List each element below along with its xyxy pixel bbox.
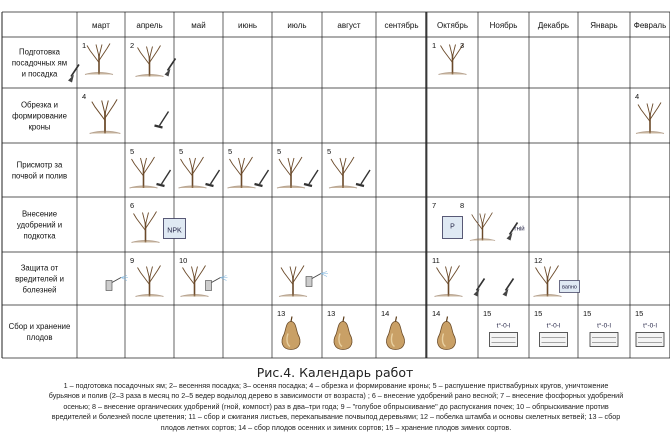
- storage-box-icon: [540, 333, 568, 347]
- row-label: и посадка: [21, 69, 58, 79]
- month-headers: [92, 21, 666, 30]
- storage-temp-label: t°-0-l: [643, 322, 657, 330]
- row-label: Внесение: [21, 209, 58, 219]
- month-header: Октябрь: [436, 21, 469, 30]
- month-header: апрель: [136, 21, 163, 30]
- tree-icon: [136, 266, 164, 297]
- row-label: кроны: [28, 122, 51, 132]
- storage-box-icon: [590, 333, 618, 347]
- pear-icon: [282, 317, 300, 350]
- row-label: Сбор и хранение: [8, 322, 71, 331]
- hoe-icon: [356, 170, 370, 186]
- legend-line: бурьянов и полив (2–3 раза в месяц по 2–5 ведер водылод дерево в зависимости от возраста) ; 6 – внесение удобрений рано весной; 7 – внесение фосфорных удобрений: [48, 391, 624, 401]
- row-label: болезней: [22, 285, 57, 295]
- tree-icon: [277, 157, 305, 188]
- pear-icon: [334, 317, 352, 350]
- tree-icon: [534, 266, 562, 297]
- storage-temp-label: t°-0-l: [597, 322, 611, 330]
- storage-temp-label: t°-0-l: [546, 322, 561, 330]
- tree-icon: [179, 157, 207, 188]
- month-header: сентябрь: [384, 21, 419, 30]
- storage-temp-label: t°-0-l: [496, 322, 511, 330]
- cell-number-marker: 15: [635, 309, 644, 318]
- row-label: формирование: [12, 111, 67, 121]
- tree-icon: [132, 212, 160, 243]
- cell-number-marker: 12: [534, 256, 543, 265]
- legend-line: 1 – подготовка посадочных ям; 2– весенняя посадка; 3– осеняя посадка; 4 – обрезка и формирование кроны; 5 – распушение приствабурных кругов, уничтожение: [63, 381, 609, 390]
- month-header: июль: [287, 21, 307, 30]
- cell-number-marker: 13: [277, 309, 286, 318]
- cell-number-marker: 4: [82, 92, 87, 101]
- sprayer-icon: [306, 272, 328, 287]
- month-header: Декабрь: [537, 21, 570, 30]
- row-label: посадочных ям: [11, 58, 68, 68]
- month-header: июнь: [237, 21, 258, 30]
- tree-icon: [181, 266, 209, 297]
- tree-icon: [130, 157, 158, 188]
- hoe-icon: [304, 170, 318, 186]
- row-label: Защита от: [20, 263, 59, 273]
- month-header: май: [191, 21, 206, 30]
- figure-caption: Рис.4. Календарь работ: [256, 365, 414, 380]
- npk-label: NPK: [167, 227, 182, 235]
- cell-number-marker: 14: [432, 309, 441, 318]
- cell-number-marker: 1: [82, 41, 87, 50]
- tree-icon: [279, 266, 307, 297]
- cell-number-marker: 9: [130, 256, 135, 265]
- pear-icon: [438, 317, 456, 350]
- hoe-icon: [206, 170, 220, 186]
- cell-number-marker: 5: [228, 147, 233, 156]
- storage-box-icon: [636, 333, 664, 347]
- row-label: плодов: [26, 333, 53, 342]
- row-label: Обрезка и: [20, 100, 59, 110]
- cell-number-marker: 1: [432, 41, 437, 50]
- cell-drawings: [68, 44, 664, 350]
- cell-number-marker: 2: [130, 41, 135, 50]
- tree-icon: [435, 266, 463, 297]
- month-header: Ноябрь: [489, 21, 518, 30]
- row-label: почвой и полив: [11, 171, 68, 181]
- tree-icon: [636, 103, 664, 134]
- tree-icon: [329, 157, 357, 188]
- cell-number-marker: 5: [327, 147, 332, 156]
- cell-number-marker: 5: [130, 147, 135, 156]
- row-label: вредителей и: [15, 274, 64, 284]
- row-label: Подготовка: [18, 47, 61, 57]
- tree-icon: [90, 99, 121, 133]
- pear-icon: [387, 317, 405, 350]
- tree-icon: [228, 157, 256, 188]
- p-label: P: [450, 223, 455, 231]
- month-header: Январь: [590, 21, 618, 30]
- row-label: Присмотр за: [16, 160, 63, 170]
- cell-number-marker: 5: [277, 147, 282, 156]
- cell-number-marker: 5: [179, 147, 184, 156]
- cell-number-marker: 15: [583, 309, 592, 318]
- row-labels: [9, 48, 71, 343]
- legend-line: вредителей и болезней после цветения; 11 – сбор и сжигания листьев, перекапывание почвыпод деревьями; 12 – побелка штамба и основы скелетных ветвей; 13 – сбор: [51, 412, 621, 422]
- month-header: Февраль: [633, 21, 667, 30]
- month-header: август: [337, 21, 361, 30]
- legend: [10, 381, 662, 433]
- cell-number-marker: 13: [327, 309, 336, 318]
- young-tree-icon: [85, 44, 113, 75]
- hoe-icon: [157, 170, 171, 186]
- sprayer-icon: [206, 276, 228, 291]
- cell-number-marker: 15: [483, 309, 492, 318]
- grid-lines: [2, 12, 670, 358]
- cell-number-marker: 4: [635, 92, 640, 101]
- cell-number-marker: 3: [460, 41, 465, 50]
- month-header: март: [92, 21, 110, 30]
- cell-number-marker: 15: [534, 309, 543, 318]
- hoe-icon: [255, 170, 269, 186]
- storage-box-icon: [490, 333, 518, 347]
- cell-number-marker: 6: [130, 201, 135, 210]
- cell-number-marker: 7: [432, 201, 437, 210]
- cell-number-marker: 14: [381, 309, 390, 318]
- cell-number-marker: 10: [179, 256, 188, 265]
- lime-label: вапно: [562, 284, 577, 291]
- shovel-icon: [503, 279, 514, 297]
- young-tree-icon: [136, 46, 164, 77]
- legend-line: осенью; 8 – внесение органических удобрений (гной, компост) раз в два–три года; 9 – "голубое обпрыскивание" до распускания почек; 10 – обпрыскивание против: [63, 401, 609, 411]
- cell-number-marker: 8: [460, 201, 465, 210]
- row-label: подкотка: [23, 231, 56, 241]
- pruning-shears-icon: [155, 112, 169, 128]
- cell-number-marker: 11: [432, 256, 440, 265]
- legend-line: плодов летних сортов; 14 – сбор плодов осенних и зимних сортов; 15 – хранение плодов зимних сортов.: [160, 422, 512, 432]
- cell-markers: [82, 41, 643, 318]
- row-label: удобрений и: [16, 220, 63, 230]
- tree-icon: [470, 213, 495, 241]
- manure-label: гній: [514, 226, 525, 233]
- shovel-icon: [474, 279, 485, 297]
